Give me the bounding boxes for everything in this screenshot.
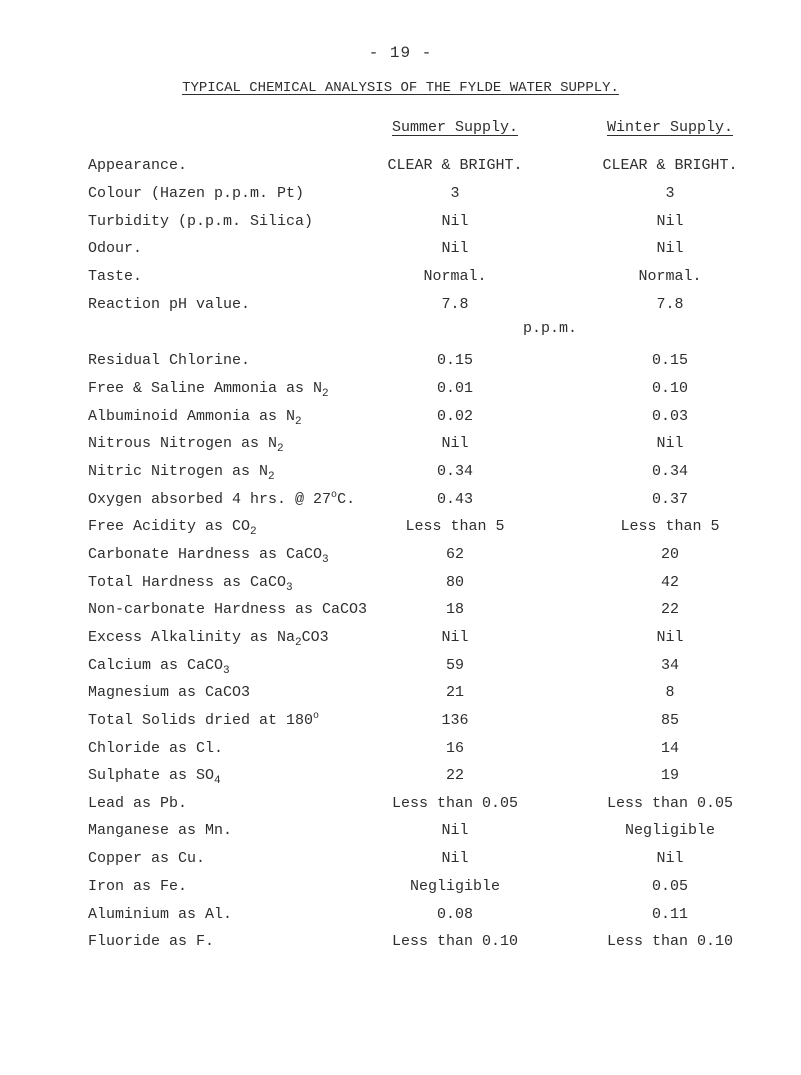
winter-value: Less than 0.05 <box>606 795 734 812</box>
row-label <box>88 574 293 594</box>
winter-value: Negligible <box>624 822 715 839</box>
summer-value: CLEAR & BRIGHT. <box>387 157 523 174</box>
winter-value: 8 <box>665 684 675 701</box>
row-label <box>88 906 232 923</box>
summer-value: 0.01 <box>436 380 473 397</box>
row-label <box>88 408 302 428</box>
winter-value: 85 <box>660 712 679 729</box>
winter-value: 0.10 <box>651 380 688 397</box>
row-label <box>88 712 319 729</box>
row-label-text: Total Hardness as CaCO <box>88 574 287 591</box>
summer-value: 16 <box>445 740 464 757</box>
winter-value: 19 <box>660 767 679 784</box>
table-row <box>0 185 801 209</box>
table-row <box>0 657 801 681</box>
table-row <box>0 463 801 487</box>
row-label <box>88 352 250 369</box>
row-label <box>88 629 329 649</box>
row-label-text: Residual Chlorine. <box>88 352 251 369</box>
row-label <box>88 268 142 285</box>
row-label-subscript: 2 <box>277 443 284 455</box>
row-label <box>88 850 205 867</box>
summer-value: Nil <box>441 213 469 230</box>
row-label <box>88 463 275 483</box>
row-label <box>88 435 284 455</box>
summer-value: Nil <box>441 435 469 452</box>
row-label-text: Nitric Nitrogen as N <box>88 463 269 480</box>
row-label <box>88 933 214 950</box>
table-row <box>0 240 801 264</box>
column-header-summer: Summer Supply. <box>391 119 519 136</box>
summer-value: 0.02 <box>436 408 473 425</box>
winter-value: 0.34 <box>651 463 688 480</box>
table-row <box>0 767 801 791</box>
winter-value: 42 <box>660 574 679 591</box>
table-row <box>0 380 801 404</box>
summer-value: Nil <box>441 240 469 257</box>
winter-value: Nil <box>656 629 684 646</box>
row-label-superscript: o <box>331 490 338 501</box>
summer-value: Nil <box>441 629 469 646</box>
row-label-text: Non-carbonate Hardness as CaCO3 <box>88 601 368 618</box>
table-row <box>0 408 801 432</box>
row-label <box>88 213 313 230</box>
table-row <box>0 601 801 625</box>
winter-value: 0.03 <box>651 408 688 425</box>
summer-value: Less than 0.05 <box>391 795 519 812</box>
row-label-text: Turbidity (p.p.m. Silica) <box>88 213 314 230</box>
table-row <box>0 213 801 237</box>
row-label <box>88 240 142 257</box>
row-label-subscript: 2 <box>295 637 302 649</box>
table-row <box>0 491 801 515</box>
table-row <box>0 850 801 874</box>
table-row <box>0 712 801 736</box>
table-row <box>0 822 801 846</box>
row-label <box>88 740 223 757</box>
row-label <box>88 296 250 313</box>
summer-value: Less than 5 <box>405 518 505 535</box>
row-label-text: Reaction pH value. <box>88 296 251 313</box>
row-label-tail: C. <box>337 491 356 508</box>
row-label-tail: CO3 <box>301 629 329 646</box>
table-row <box>0 933 801 957</box>
winter-value: CLEAR & BRIGHT. <box>602 157 738 174</box>
row-label-text: Excess Alkalinity as Na <box>88 629 296 646</box>
summer-value: 59 <box>445 657 464 674</box>
table-row <box>0 574 801 598</box>
table-row <box>0 629 801 653</box>
row-label-text: Taste. <box>88 268 143 285</box>
winter-value: Nil <box>656 240 684 257</box>
table-row <box>0 518 801 542</box>
summer-value: 136 <box>441 712 469 729</box>
winter-value: Normal. <box>638 268 702 285</box>
winter-value: 0.11 <box>651 906 688 923</box>
winter-value: Nil <box>656 213 684 230</box>
row-label <box>88 601 367 618</box>
row-label-text: Chloride as Cl. <box>88 740 224 757</box>
row-label-text: Lead as Pb. <box>88 795 188 812</box>
row-label-text: Nitrous Nitrogen as N <box>88 435 278 452</box>
table-row <box>0 435 801 459</box>
summer-value: 21 <box>445 684 464 701</box>
summer-value: 0.43 <box>436 491 473 508</box>
row-label-subscript: 3 <box>286 582 293 594</box>
table-row <box>0 684 801 708</box>
row-label-text: Magnesium as CaCO3 <box>88 684 251 701</box>
winter-value: Less than 0.10 <box>606 933 734 950</box>
row-label-subscript: 3 <box>223 665 230 677</box>
row-label <box>88 657 230 677</box>
row-label-text: Iron as Fe. <box>88 878 188 895</box>
summer-value: 0.08 <box>436 906 473 923</box>
document-title: TYPICAL CHEMICAL ANALYSIS OF THE FYLDE WATER SUPPLY. <box>182 80 619 96</box>
row-label-text: Free Acidity as CO <box>88 518 251 535</box>
row-label <box>88 795 187 812</box>
summer-value: Less than 0.10 <box>391 933 519 950</box>
row-label-text: Appearance. <box>88 157 188 174</box>
table-row <box>0 268 801 292</box>
summer-value: 0.15 <box>436 352 473 369</box>
summer-value: 7.8 <box>441 296 469 313</box>
row-label-text: Total Solids dried at 180 <box>88 712 314 729</box>
row-label-subscript: 2 <box>250 526 257 538</box>
row-label-text: Carbonate Hardness as CaCO <box>88 546 323 563</box>
row-label-text: Free & Saline Ammonia as N <box>88 380 323 397</box>
row-label-text: Aluminium as Al. <box>88 906 233 923</box>
row-label-text: Colour (Hazen p.p.m. Pt) <box>88 185 305 202</box>
row-label-text: Albuminoid Ammonia as N <box>88 408 296 425</box>
row-label-subscript: 2 <box>322 388 329 400</box>
row-label <box>88 185 304 202</box>
row-label-text: Calcium as CaCO <box>88 657 224 674</box>
row-label <box>88 491 355 508</box>
summer-value: Normal. <box>423 268 487 285</box>
winter-value: 7.8 <box>656 296 684 313</box>
row-label <box>88 157 187 174</box>
row-label-text: Copper as Cu. <box>88 850 206 867</box>
winter-value: 34 <box>660 657 679 674</box>
row-label-text: Oxygen absorbed 4 hrs. @ 27 <box>88 491 332 508</box>
row-label <box>88 380 329 400</box>
page-number: - 19 - <box>368 44 433 62</box>
row-label <box>88 684 250 701</box>
column-header-winter: Winter Supply. <box>606 119 734 136</box>
row-label-text: Fluoride as F. <box>88 933 215 950</box>
summer-value: 22 <box>445 767 464 784</box>
row-label-subscript: 4 <box>214 775 221 787</box>
row-label <box>88 822 232 839</box>
row-label-subscript: 3 <box>322 554 329 566</box>
winter-value: 14 <box>660 740 679 757</box>
row-label-text: Sulphate as SO <box>88 767 215 784</box>
summer-value: Nil <box>441 850 469 867</box>
winter-value: 20 <box>660 546 679 563</box>
winter-value: Nil <box>656 850 684 867</box>
summer-value: 62 <box>445 546 464 563</box>
row-label-text: Manganese as Mn. <box>88 822 233 839</box>
summer-value: 0.34 <box>436 463 473 480</box>
row-label <box>88 767 221 787</box>
row-label <box>88 878 187 895</box>
summer-value: 3 <box>450 185 460 202</box>
winter-value: 0.15 <box>651 352 688 369</box>
row-label <box>88 518 257 538</box>
summer-value: 80 <box>445 574 464 591</box>
winter-value: Nil <box>656 435 684 452</box>
summer-value: Negligible <box>409 878 500 895</box>
winter-value: 0.37 <box>651 491 688 508</box>
table-row <box>0 352 801 376</box>
winter-value: 3 <box>665 185 675 202</box>
summer-value: 18 <box>445 601 464 618</box>
summer-value: Nil <box>441 822 469 839</box>
winter-value: 22 <box>660 601 679 618</box>
winter-value: Less than 5 <box>620 518 720 535</box>
table-row <box>0 795 801 819</box>
winter-value: 0.05 <box>651 878 688 895</box>
table-row <box>0 740 801 764</box>
table-row <box>0 546 801 570</box>
row-label-text: Odour. <box>88 240 143 257</box>
table-row <box>0 296 801 320</box>
table-row <box>0 878 801 902</box>
row-label-superscript: o <box>313 711 320 722</box>
row-label-subscript: 2 <box>268 471 275 483</box>
units-label: p.p.m. <box>522 320 577 337</box>
row-label <box>88 546 329 566</box>
table-row <box>0 906 801 930</box>
row-label-subscript: 2 <box>295 416 302 428</box>
table-row <box>0 157 801 181</box>
